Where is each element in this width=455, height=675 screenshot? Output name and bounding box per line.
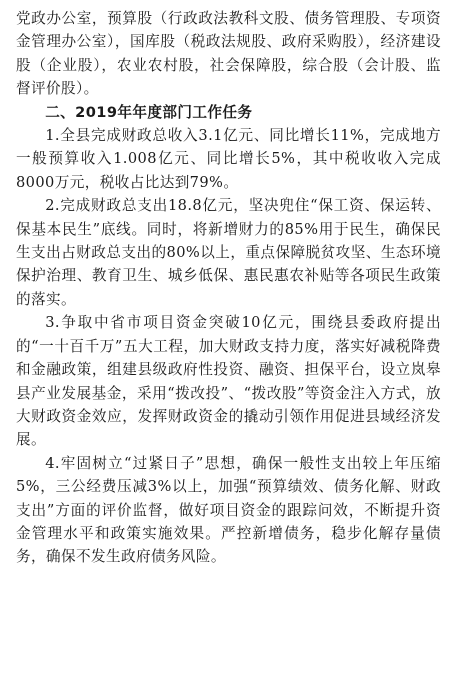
org-structure-paragraph: 党政办公室，预算股（行政政法教科文股、债务管理股、专项资金管理办公室），国库股（税政法规股、政府采购股），经济建设股（企业股），农业农村股，社会保障股，综合股（会计股、监督评价股）。 bbox=[16, 10, 441, 98]
task-item-2: 2.完成财政总支出18.8亿元，坚决兜住“保工资、保运转、保基本民生”底线。同时，将新增财力的85%用于民生，确保民生支出占财政总支出的80%以上，重点保障脱贫攻坚、生态环境保护治理、教育卫生、城乡低保、惠民惠农补贴等各项民生政策的落实。 bbox=[16, 197, 441, 308]
task-item-3: 3.争取中省市项目资金突破10亿元，围绕县委政府提出的“一十百千万”五大工程，加大财政支持力度，落实好减税降费和金融政策，组建县级政府性投资、融资、担保平台，设立岚皋县产业发展基金，采用“拨改投”、“拨改股”等资金注入方式，放大财政资金效应，发挥财政资金的撬动引领作用促进县域经济发展。 bbox=[16, 314, 441, 449]
task-item-4: 4.牢固树立“过紧日子”思想，确保一般性支出较上年压缩5%，三公经费压减3%以上，加强“预算绩效、债务化解、财政支出”方面的评价监督，做好项目资金的跟踪问效，不断提升资金管理水平和政策实施效果。严控新增债务，稳步化解存量债务，确保不发生政府债务风险。 bbox=[16, 454, 441, 566]
task-item-1: 1.全县完成财政总收入3.1亿元、同比增长11%，完成地方一般预算收入1.008亿元、同比增长5%，其中税收收入完成8000万元，税收占比达到79%。 bbox=[16, 127, 441, 191]
section-heading: 二、2019年年度部门工作任务 bbox=[45, 103, 253, 121]
